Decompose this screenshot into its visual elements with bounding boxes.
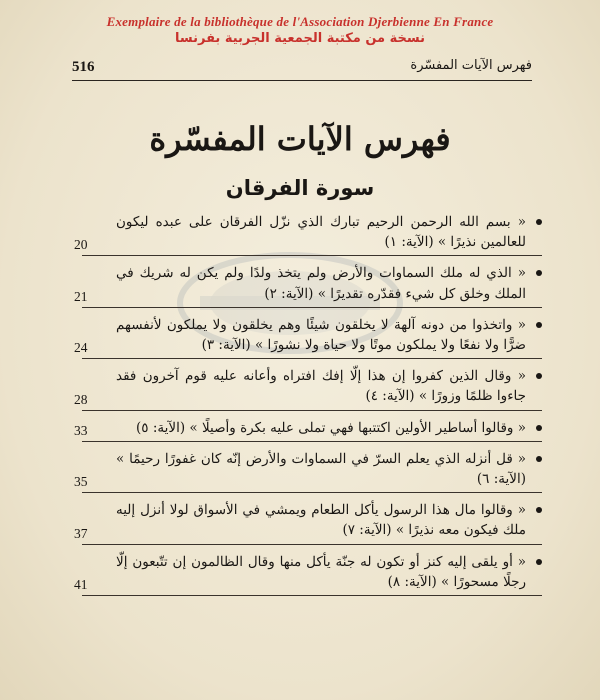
verse-index-list [74,212,542,603]
bullet-icon [536,322,542,328]
index-entry [74,418,542,442]
entry-page-number: 20 [74,237,88,253]
index-entry [74,315,542,359]
entry-page-number: 35 [74,474,88,490]
bullet-icon [536,456,542,462]
verse-text: « واتخذوا من دونه آلهة لا يخلقون شيئًا وهم يخلقون ولا يملكون لأنفسهم ضرًّا ولا نفعًا ولا يملكون موتًا ولا حياة ولا نشورًا » (الآية: ٣) [116,316,526,354]
page-header [72,56,532,81]
entry-page-number: 37 [74,525,88,541]
entry-page-number: 41 [74,577,88,593]
verse-text: « وقالوا مال هذا الرسول يأكل الطعام ويمشي في الأسواق لولا أنزل إليه ملك فيكون معه نذيرًا » (الآية: ٧) [116,502,526,539]
index-entry [74,449,542,493]
stamp-french-text: Exemplaire de la bibliothèque de l'Association Djerbienne En France [106,14,494,29]
index-entry [74,212,542,256]
entry-page-number: 33 [74,422,88,438]
verse-text: « وقال الذين كفروا إن هذا إلّا إفك افتراه وأعانه عليه قوم آخرون فقد جاءوا ظلمًا وزورًا » (الآية: ٤) [116,368,526,405]
bullet-icon [536,425,542,431]
verse-text: « وقالوا أساطير الأولين اكتتبها فهي تملى عليه بكرة وأصيلًا » (الآية: ٥) [136,419,526,436]
index-entry [74,500,542,544]
stamp-arabic-text: نسخة من مكتبة الجمعية الجربية بفرنسا [175,31,425,46]
entry-page-number: 28 [74,391,88,407]
running-title: فهرس الآيات المفسّرة [410,58,532,73]
bullet-icon [536,219,542,225]
verse-text: « الذي له ملك السماوات والأرض ولم يتخذ ولدًا ولم يكن له شريك في الملك وخلق كل شيء فقدّره تقديرًا » (الآية: ٢) [116,265,526,302]
index-entry [74,552,542,596]
page-number: 516 [72,59,95,75]
index-entry [74,366,542,410]
verse-text: « قل أنزله الذي يعلم السرّ في السماوات والأرض إنّه كان غفورًا رحيمًا » (الآية: ٦) [116,450,526,488]
index-entry [74,263,542,307]
verse-text: « أو يلقى إليه كنز أو تكون له جنّة يأكل منها وقال الظالمون إن تتّبعون إلّا رجلًا مسحورًا » (الآية: ٨) [116,553,526,590]
main-title: فهرس الآيات المفسّرة [149,120,451,158]
surah-title: سورة الفرقان [225,176,375,200]
verse-text: « بسم الله الرحمن الرحيم تبارك الذي نزّل الفرقان على عبده ليكون للعالمين نذيرًا » (الآية: ١) [116,214,526,251]
library-stamp [0,14,600,46]
bullet-icon [536,559,542,565]
entry-page-number: 21 [74,288,88,304]
entry-page-number: 24 [74,340,88,356]
